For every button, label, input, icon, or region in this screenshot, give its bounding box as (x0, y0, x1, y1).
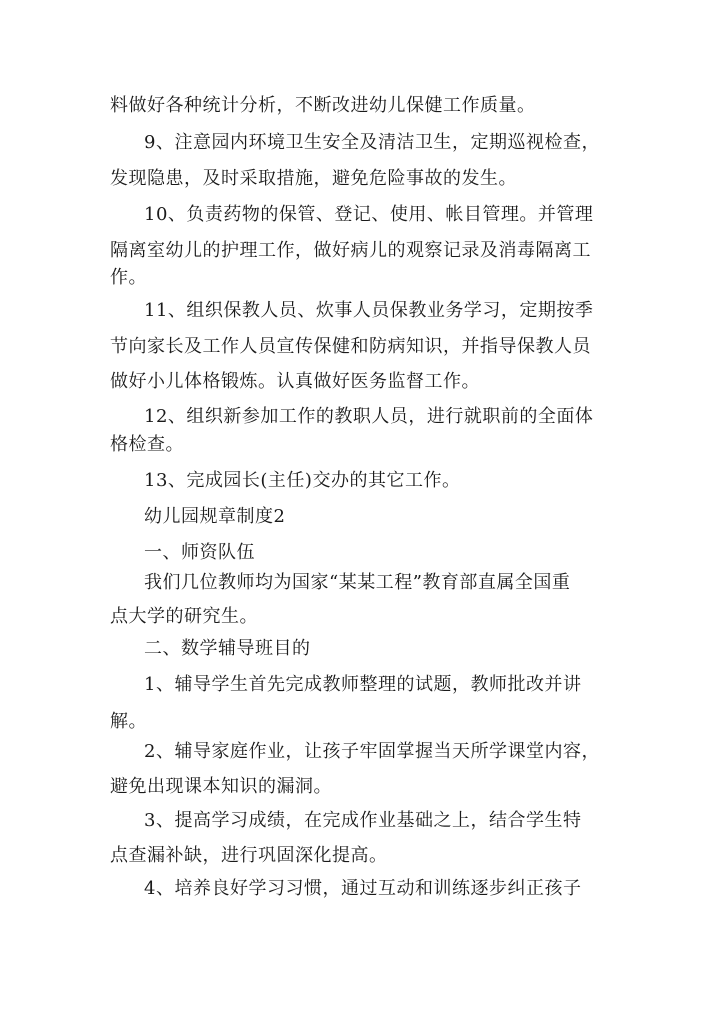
text-line: 点查漏补缺，进行巩固深化提高。 (110, 845, 388, 866)
text-line: 做好小儿体格锻炼。认真做好医务监督工作。 (110, 371, 480, 392)
text-line: 格检查。 (110, 434, 184, 455)
text-line: 4、培养良好学习习惯，通过互动和训练逐步纠正孩子 (144, 878, 582, 899)
text-line: 隔离室幼儿的护理工作，做好病儿的观察记录及消毒隔离工 (110, 240, 591, 261)
text-line: 解。 (110, 711, 147, 732)
text-line: 9、注意园内环境卫生安全及清洁卫生，定期巡视检查， (144, 132, 600, 153)
text-line: 11、组织保教人员、炊事人员保教业务学习，定期按季 (144, 300, 594, 321)
text-line: 1、辅导学生首先完成教师整理的试题，教师批改并讲 (144, 674, 582, 695)
text-line: 10、负责药物的保管、登记、使用、帐目管理。并管理 (144, 204, 594, 225)
text-line: 发现隐患，及时采取措施，避免危险事故的发生。 (110, 168, 517, 189)
section-heading: 幼儿园规章制度2 (144, 506, 286, 527)
text-line: 2、辅导家庭作业，让孩子牢固掌握当天所学课堂内容， (144, 741, 600, 762)
text-line: 3、提高学习成绩，在完成作业基础之上，结合学生特 (144, 810, 582, 831)
text-line: 我们几位教师均为国家“某某工程”教育部直属全国重 (144, 572, 571, 593)
text-line: 点大学的研究生。 (110, 606, 258, 627)
text-line: 避免出现课本知识的漏洞。 (110, 776, 332, 797)
text-line: 13、完成园长(主任)交办的其它工作。 (144, 470, 461, 491)
text-line: 料做好各种统计分析，不断改进幼儿保健工作质量。 (110, 95, 536, 116)
subsection-heading: 一、师资队伍 (144, 542, 255, 563)
text-line: 12、组织新参加工作的教职人员，进行就职前的全面体 (144, 406, 594, 427)
subsection-heading: 二、数学辅导班目的 (144, 638, 311, 659)
text-line: 作。 (110, 267, 147, 288)
text-line: 节向家长及工作人员宣传保健和防病知识，并指导保教人员 (110, 336, 591, 357)
